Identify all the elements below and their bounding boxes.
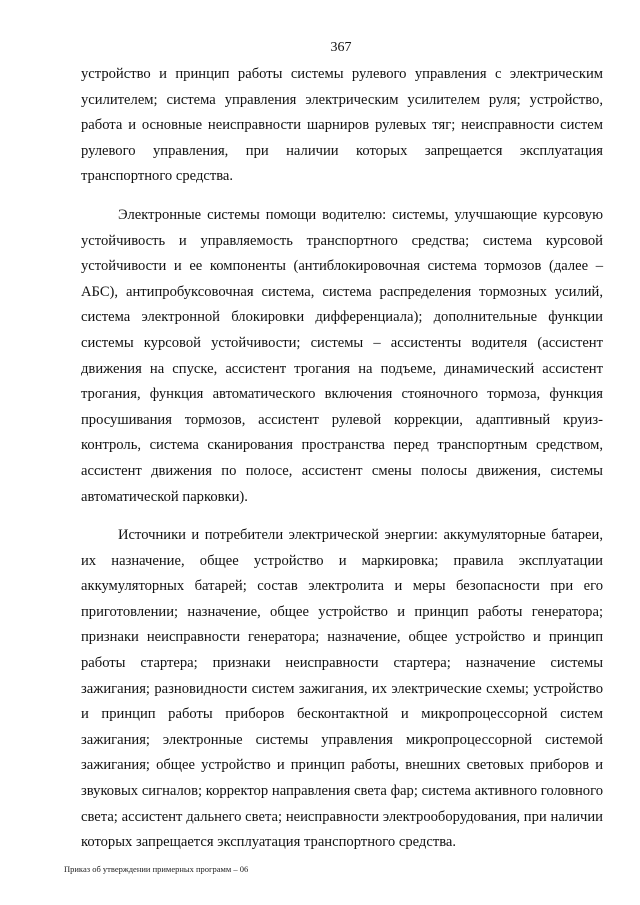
page-number: 367	[330, 40, 352, 55]
document-body	[81, 62, 603, 856]
paragraph-steering-continued: устройство и принцип работы системы рулевого управления с электрическим усилителем; система управления электрическим усилителем руля; устройство, работа и основные неисправности шарниров рулевых тяг; неисправности систем рулевого управления, при наличии которых запрещается эксплуатация транспортного средства.	[81, 66, 603, 185]
paragraph-electrical-energy: Источники и потребители электрической энергии: аккумуляторные батареи, их назначение, общее устройство и маркировка; правила эксплуатации аккумуляторных батарей; состав электролита и меры безопасности при его приготовлении; назначение, общее устройство и принцип работы генератора; признаки неисправности генератора; назначение, общее устройство и принцип работы стартера; признаки неисправности стартера; назначение системы зажигания; разновидности систем зажигания, их электрические схемы; устройство и принцип работы приборов бесконтактной и микропроцессорной систем зажигания; электронные системы управления микропроцессорной системой зажигания; общее устройство и принцип работы, внешних световых приборов и звуковых сигналов; корректор направления света фар; система активного головного света; ассистент дальнего света; неисправности электрооборудования, при наличии которых запрещается эксплуатация транспортного средства.	[81, 527, 603, 851]
footer-note: Приказ об утверждении примерных программ – 06	[64, 864, 249, 874]
paragraph-driver-assistance: Электронные системы помощи водителю: системы, улучшающие курсовую устойчивость и управляемость транспортного средства; система курсовой устойчивости и ее компоненты (антиблокировочная система тормозов (далее – АБС), антипробуксовочная система, система распределения тормозных усилий, система электронной блокировки дифференциала); дополнительные функции системы курсовой устойчивости; системы – ассистенты водителя (ассистент движения на спуске, ассистент трогания на подъеме, динамический ассистент трогания, функция автоматического включения стояночного тормоза, функция просушивания тормозов, ассистент рулевой коррекции, адаптивный круиз-контроль, система сканирования пространства перед транспортным средством, ассистент движения по полосе, ассистент смены полосы движения, системы автоматической парковки).	[81, 206, 603, 505]
